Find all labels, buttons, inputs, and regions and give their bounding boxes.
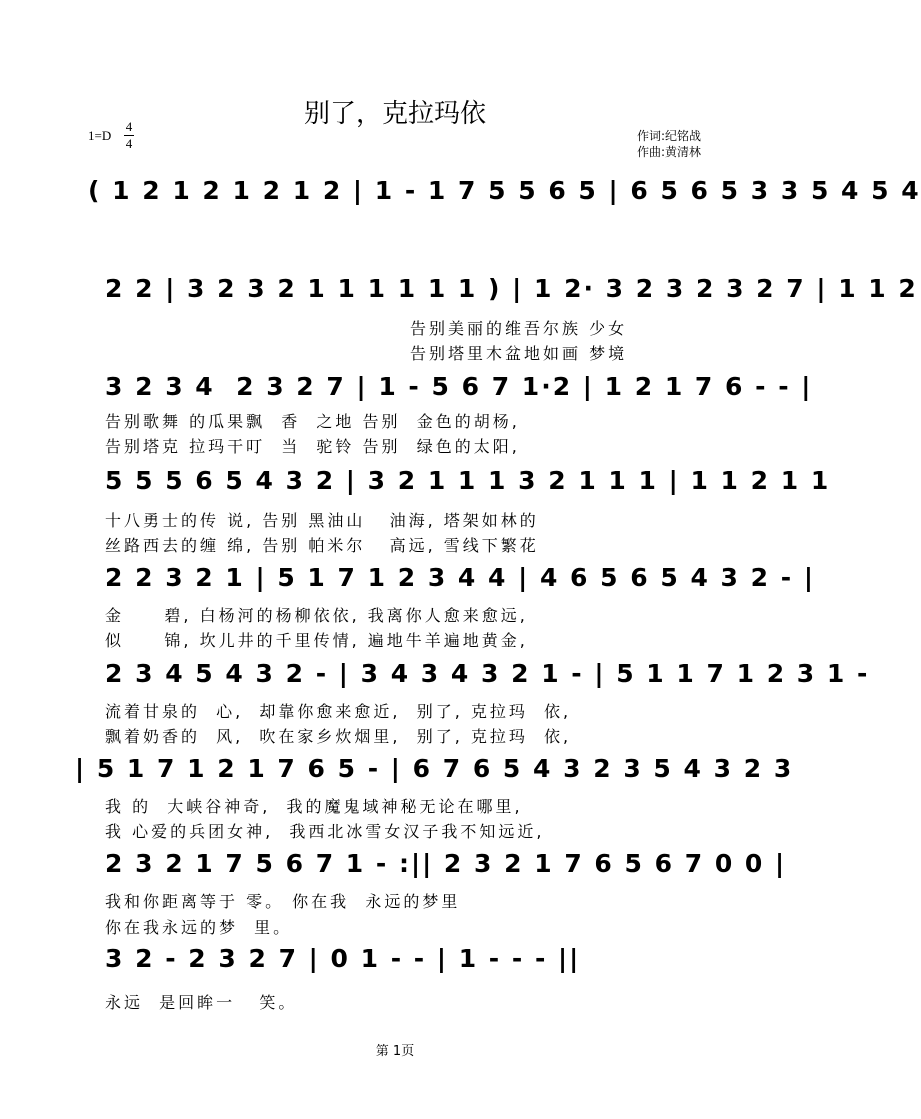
page-number: 第 1页: [375, 1044, 415, 1059]
lyric-line: 流着甘泉的 心, 却靠你愈来愈近, 别了, 克拉玛 依,: [105, 702, 572, 721]
time-signature: [124, 120, 134, 151]
lyric-line: 你在我永远的梦 里。: [105, 918, 293, 937]
composer: 作曲:黄清林: [637, 145, 702, 159]
notation-row: 2 2 | 3 2 3 2 1 1 1 1 1 1 ) | 1 2· 3 2 3 2 3 2 7 | 1 1 2: [105, 274, 918, 303]
notation-row: 3 2 3 4 2 3 2 7 | 1 - 5 6 7 1·2 | 1 2 1 7 6 - - |: [105, 372, 813, 401]
lyricist: 作词:纪铭战: [637, 129, 702, 143]
notation-row: | 5 1 7 1 2 1 7 6 5 - | 6 7 6 5 4 3 2 3 5 4 3 2 3: [75, 754, 794, 783]
notation-row: 5 5 5 6 5 4 3 2 | 3 2 1 1 1 3 2 1 1 1 | 1 1 2 1 1: [105, 466, 831, 495]
lyric-line: 十八勇士的传 说, 告别 黑油山 油海, 塔架如林的: [105, 511, 539, 530]
notation-row: 2 3 2 1 7 5 6 7 1 - :|| 2 3 2 1 7 6 5 6 7 0 0 |: [105, 849, 787, 878]
lyric-line: 丝路西去的缠 绵, 告别 帕米尔 高远, 雪线下繁花: [105, 536, 539, 555]
notation-row: 2 2 3 2 1 | 5 1 7 1 2 3 4 4 | 4 6 5 6 5 4 3 2 - |: [105, 563, 815, 592]
lyric-line: 告别塔克 拉玛干叮 当 驼铃 告别 绿色的太阳,: [105, 437, 520, 456]
song-title: 别了，克拉玛依: [303, 99, 486, 129]
lyric-line: 告别歌舞 的瓜果飘 香 之地 告别 金色的胡杨,: [105, 412, 520, 431]
notation-row: 3 2 - 2 3 2 7 | 0 1 - - | 1 - - - ||: [105, 944, 581, 973]
notation-row: ( 1 2 1 2 1 2 1 2 | 1 - 1 7 5 5 6 5 | 6 5 6 5 3 3 5 4 5 4: [88, 176, 921, 205]
lyric-line: 我和你距离等于 零。 你在我 永远的梦里: [105, 892, 461, 911]
lyric-line: 永远 是回眸一 笑。: [105, 993, 298, 1012]
key-signature: 1=D: [88, 128, 112, 143]
lyric-line: 金 碧, 白杨河的杨柳依依, 我离你人愈来愈远,: [105, 606, 528, 625]
notation-row: 2 3 4 5 4 3 2 - | 3 4 3 4 3 2 1 - | 5 1 1 7 1 2 3 1 -: [105, 659, 870, 688]
lyric-line: 告别塔里木盆地如画 梦境: [410, 344, 628, 363]
time-bottom: 4: [125, 136, 133, 151]
lyric-line: 告别美丽的维吾尔族 少女: [410, 319, 628, 338]
lyric-line: 我 心爱的兵团女神, 我西北冰雪女汉子我不知远近,: [105, 822, 545, 841]
time-top: 4: [125, 119, 133, 134]
lyric-line: 我 的 大峡谷神奇, 我的魔鬼域神秘无论在哪里,: [105, 797, 523, 816]
lyric-line: 飘着奶香的 风, 吹在家乡炊烟里, 别了, 克拉玛 依,: [105, 727, 572, 746]
lyric-line: 似 锦, 坎儿井的千里传情, 遍地牛羊遍地黄金,: [105, 631, 528, 650]
